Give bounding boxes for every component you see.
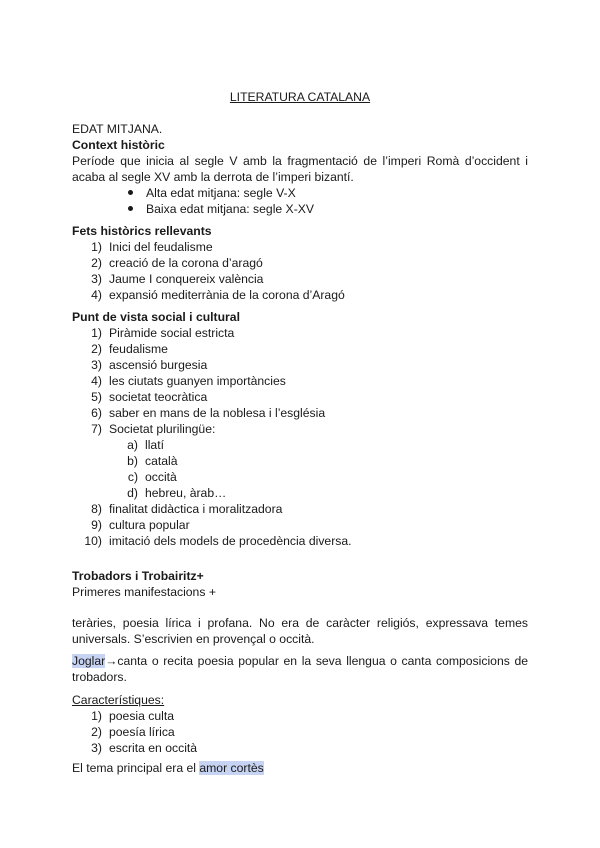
lit-line-2: universals. S’escrivien en provençal o occità. — [72, 632, 315, 646]
tema-line — [72, 760, 264, 776]
list-item-number: b) — [127, 454, 138, 468]
list-item-number: 4) — [91, 374, 102, 388]
list-item-text: Jaume I conquereix valència — [109, 272, 264, 286]
list-item-number: 9) — [91, 518, 102, 532]
list-item-number: 4) — [91, 288, 102, 302]
list-item-number: 3) — [91, 272, 102, 286]
bullet-item — [128, 201, 314, 217]
tema-prefix: El tema principal era el — [72, 761, 200, 775]
list-item-number: 1) — [91, 326, 102, 340]
list-item-number: 1) — [91, 709, 102, 723]
list-item-number: 1) — [91, 240, 102, 254]
context-line-2: acaba al segle XV amb la derrota de l’imperi bizantí. — [72, 170, 354, 184]
list-item-text: català — [145, 454, 178, 468]
list-item-text: saber en mans de la noblesa i l’església — [109, 406, 326, 420]
primeres-line: Primeres manifestacions + — [72, 585, 216, 599]
list-item-text: cultura popular — [109, 518, 190, 532]
context-line-1: Període que inicia al segle V amb la fragmentació de l’imperi Romà d’occident i — [72, 154, 528, 168]
list-item-number: 2) — [91, 256, 102, 270]
list-item-number: 3) — [91, 358, 102, 372]
list-item-text: creació de la corona d’aragó — [109, 256, 263, 270]
list-item-number: d) — [127, 486, 138, 500]
list-item-text: imitació dels models de procedència diversa. — [109, 534, 352, 548]
list-item-number: 10) — [84, 534, 102, 548]
list-item-number: a) — [127, 438, 138, 452]
list-item-number: 3) — [91, 741, 102, 755]
bullet-dot-icon — [128, 206, 133, 211]
list-item-number: 7) — [91, 422, 102, 436]
joglar-highlight: Joglar — [72, 654, 106, 668]
list-item-text: les ciutats guanyen importàncies — [109, 374, 286, 388]
lit-line-1: teràries, poesia lírica i profana. No era de caràcter religiós, expressava temes — [72, 616, 528, 630]
list-item-number: 5) — [91, 390, 102, 404]
list-item-text: Societat plurilingüe: — [109, 422, 216, 436]
caract-heading: Característiques: — [72, 693, 165, 707]
list-item-text: Piràmide social estricta — [109, 326, 235, 340]
list-item-text: occità — [145, 470, 177, 484]
list-item-text: Inici del feudalisme — [109, 240, 213, 254]
joglar-line-2: trobadors. — [72, 670, 127, 684]
list-item-number: 6) — [91, 406, 102, 420]
list-item-text: finalitat didàctica i moralitzadora — [109, 502, 283, 516]
context-heading: Context històric — [72, 138, 165, 152]
list-item-text: hebreu, àrab… — [145, 486, 227, 500]
bullet-dot-icon — [128, 190, 133, 195]
list-item-text: poesia culta — [109, 709, 175, 723]
bullet-item — [128, 185, 296, 201]
list-item-text: feudalisme — [109, 342, 168, 356]
bullet-text: Alta edat mitjana: segle V-X — [146, 186, 296, 200]
bullet-text: Baixa edat mitjana: segle X-XV — [146, 202, 315, 216]
tema-highlight: amor cortès — [199, 761, 264, 775]
list-item-text: poesía lírica — [109, 725, 175, 739]
fets-heading: Fets històrics rellevants — [72, 224, 212, 238]
list-item-text: ascensió burgesia — [109, 358, 208, 372]
list-item-number: 8) — [91, 502, 102, 516]
list-item-text: expansió mediterrània de la corona d’Aragó — [109, 288, 345, 302]
list-item-number: 2) — [91, 342, 102, 356]
list-item-number: 2) — [91, 725, 102, 739]
joglar-definition: →canta o recita poesia popular en la seva llengua o canta composicions de — [105, 654, 528, 668]
list-item-number: c) — [127, 470, 138, 484]
list-item-text: societat teocràtica — [109, 390, 208, 404]
joglar-line-1 — [72, 653, 528, 669]
list-item-text: escrita en occità — [109, 741, 198, 755]
list-item-text: llatí — [145, 438, 164, 452]
document-title: LITERATURA CATALANA — [229, 90, 371, 104]
trobadors-heading: Trobadors i Trobairitz+ — [72, 569, 204, 583]
era-label: EDAT MITJANA. — [72, 122, 163, 136]
punt-heading: Punt de vista social i cultural — [72, 310, 240, 324]
